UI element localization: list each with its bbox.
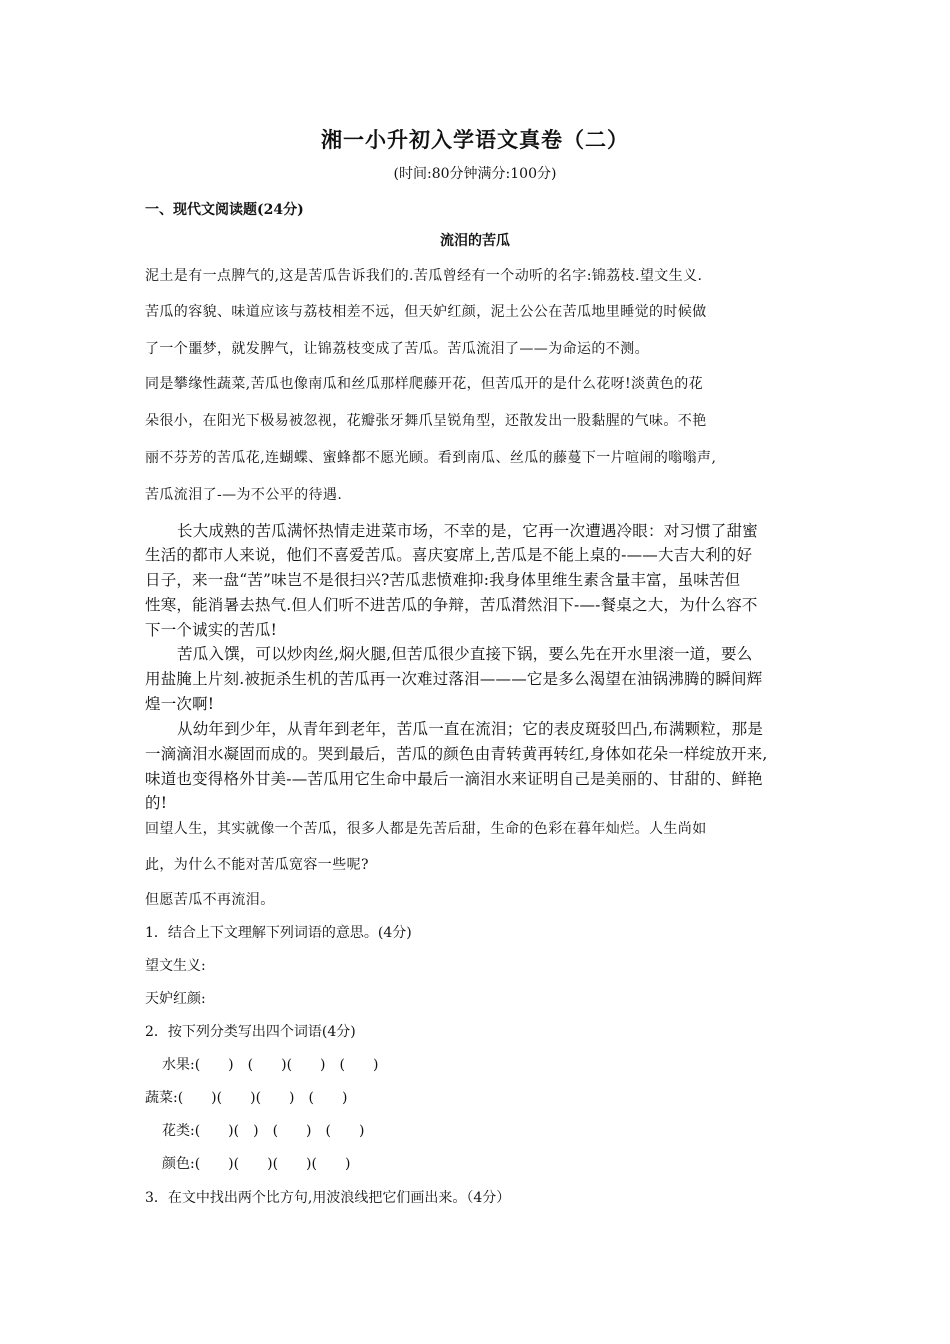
para7-line1: 但愿苦瓜不再流泪。 xyxy=(145,892,275,908)
exam-subtitle: (时间:80分钟满分:100分) xyxy=(393,166,557,182)
para6-line1: 回望人生，其实就像一个苦瓜，很多人都是先苦后甜，生命的色彩在暮年灿烂。人生尚如 xyxy=(145,821,707,837)
para5-line1: 从幼年到少年，从青年到老年，苦瓜一直在流泪；它的表皮斑驳凹凸,布满颗粒，那是 xyxy=(177,720,764,738)
para6-line2: 此，为什么不能对苦瓜宽容一些呢? xyxy=(145,857,369,873)
para5-line4: 的! xyxy=(145,794,168,812)
para5-line3: 味道也变得格外甘美-—苦瓜用它生命中最后一滴泪水来证明自己是美丽的、甘甜的、鲜艳 xyxy=(145,770,763,788)
question-3: 3．在文中找出两个比方句,用波浪线把它们画出来。（4分） xyxy=(145,1190,511,1206)
question-2-color: 颜色:( )( )( )( ) xyxy=(162,1156,351,1172)
question-2-vegetable: 蔬菜:( )( )( ) ( ) xyxy=(145,1090,348,1106)
para4-line2: 用盐腌上片刻.被扼杀生机的苦瓜再一次难过落泪———它是多么渴望在油锅沸腾的瞬间辉 xyxy=(145,670,763,688)
para1-line2: 苦瓜的容貌、味道应该与荔枝相差不远，但天妒红颜，泥土公公在苦瓜地里睡觉的时候做 xyxy=(145,304,707,320)
para4-line3: 煌一次啊! xyxy=(145,695,215,713)
question-2-flower: 花类:( )( ) ( ) ( ) xyxy=(162,1123,365,1139)
question-2-fruit: 水果:( ) ( )( ) ( ) xyxy=(162,1057,379,1073)
para3-line1: 长大成熟的苦瓜满怀热情走进菜市场，不幸的是，它再一次遭遇冷眼：对习惯了甜蜜 xyxy=(177,522,758,540)
para5-line2: 一滴滴泪水凝固而成的。哭到最后，苦瓜的颜色由青转黄再转红,身体如花朵一样绽放开来, xyxy=(145,745,768,763)
para2-line4: 苦瓜流泪了-—为不公平的待遇. xyxy=(145,487,343,503)
question-1-term-b: 天妒红颜: xyxy=(145,991,206,1007)
para3-line3: 日子，来一盘“苦”味岂不是很扫兴?苦瓜悲愤难抑:我身体里维生素含量丰富，虽味苦但 xyxy=(145,571,741,589)
para3-line4: 性寒，能消暑去热气.但人们听不进苦瓜的争辩，苦瓜潸然泪下-—-餐桌之大，为什么容不 xyxy=(145,596,758,614)
para1-line1: 泥土是有一点脾气的,这是苦瓜告诉我们的.苦瓜曾经有一个动听的名字:锦荔枝.望文生义. xyxy=(145,268,703,284)
exam-title: 湘一小升初入学语文真卷（二） xyxy=(321,127,629,152)
question-2: 2．按下列分类写出四个词语(4分) xyxy=(145,1024,356,1040)
essay-title: 流泪的苦瓜 xyxy=(440,233,510,249)
question-1-term-a: 望文生义: xyxy=(145,958,206,974)
question-1: 1．结合上下文理解下列词语的意思。(4分) xyxy=(145,925,412,941)
para3-line2: 生活的都市人来说，他们不喜爱苦瓜。喜庆宴席上,苦瓜是不能上桌的-——大吉大利的好 xyxy=(145,546,753,564)
para2-line1: 同是攀缘性蔬菜,苦瓜也像南瓜和丝瓜那样爬藤开花，但苦瓜开的是什么花呀!淡黄色的花 xyxy=(145,376,704,392)
section-heading-reading: 一、现代文阅读题(24分) xyxy=(145,202,304,218)
para1-line3: 了一个噩梦，就发脾气，让锦荔枝变成了苦瓜。苦瓜流泪了——为命运的不测。 xyxy=(145,341,649,357)
para2-line2: 朵很小，在阳光下极易被忽视，花瓣张牙舞爪呈锐角型，还散发出一股黏腥的气味。不艳 xyxy=(145,413,707,429)
para3-line5: 下一个诚实的苦瓜! xyxy=(145,621,278,639)
para2-line3: 丽不芬芳的苦瓜花,连蝴蝶、蜜蜂都不愿光顾。看到南瓜、丝瓜的藤蔓下一片喧闹的嗡嗡声, xyxy=(145,450,717,466)
para4-line1: 苦瓜入馔，可以炒肉丝,焖火腿,但苦瓜很少直接下锅，要么先在开水里滚一道，要么 xyxy=(177,645,753,663)
